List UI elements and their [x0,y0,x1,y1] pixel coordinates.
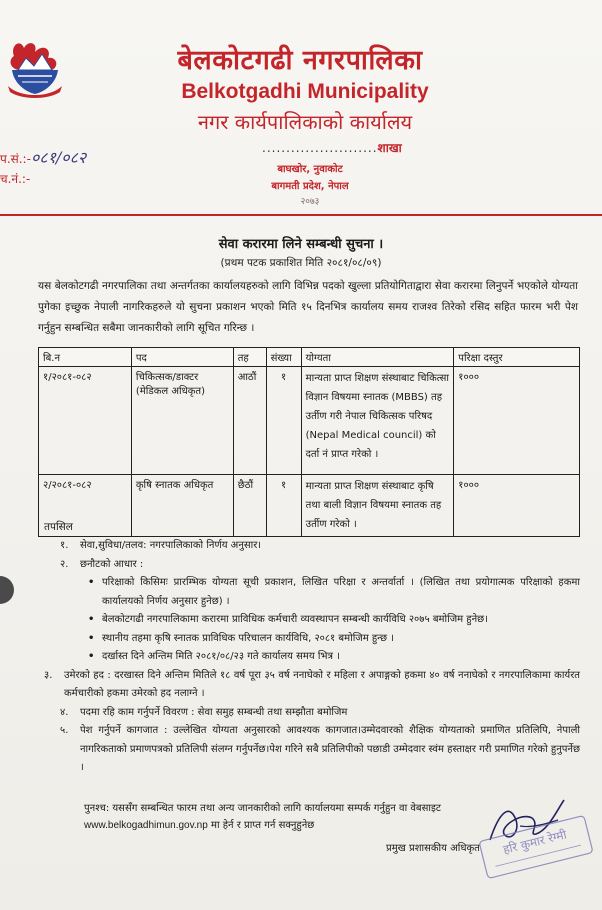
col-header-count: संख्या [266,348,301,367]
punch-hole [0,576,14,604]
website-link[interactable]: www.belkogadhimun.gov.np [84,820,208,831]
municipality-emblem-icon [4,36,66,100]
col-header-exam-fee: परिक्षा दस्तुर [454,348,580,367]
dispatch-number: च.नं.:- [0,172,31,186]
bullet-item: • दर्खास्त दिने अन्तिम मिति २०८१/०८/२३ गते कार्यालय समय भित्र । [88,651,340,662]
list-item: ४. पदमा रहि काम गर्नुपर्ने विवरण : सेवा समुह सम्बन्धी तथा सम्झौता बमोजिम [60,706,348,718]
office-name: नगर कार्यपालिकाको कार्यालय [197,110,413,134]
cell-count: १ [266,475,301,537]
cell-exam-fee: १००० [454,367,580,475]
cell-level: छैठौं [233,475,266,537]
cell-count: १ [266,367,301,475]
cell-number: २/२०८१-०८२ [39,475,132,537]
address-line-3: २०७३ [300,197,320,207]
vacancy-table [38,347,580,537]
table-header-row [39,348,580,367]
col-header-qualification: योग्यता [301,348,454,367]
details-heading: तपसिल [44,521,73,533]
bullet-item: • परिक्षाको किसिमः प्रारम्भिक योग्यता सूची प्रकाशन, लिखित परिक्षा र अन्तर्वार्ता । (लिखित तथा प्रयोगात्मक परिक्षाको हकमा कार्यालयको निर्णय अनुसार हुनेछ) । [88,577,580,607]
municipality-name-english: Belkotgadhi Municipality [181,80,429,103]
list-item: १. सेवा,सुविधा/तलव: नगरपालिकाको निर्णय अनुसार। [60,540,262,551]
bullet-item: • स्थानीय तहमा कृषि स्नातक प्राविधिक परिचालन कार्यविधि, २०८१ बमोजिम हुन्छ । [88,632,395,644]
notice-subtitle: (प्रथम पटक प्रकाशित मिति २०८१/०८/०९) [220,257,382,269]
municipality-name-nepali: बेलकोटगढी नगरपालिका [177,45,423,76]
cell-qualification: मान्यता प्राप्त शिक्षण संस्थाबाट चिकित्सा विज्ञान विषयमा स्नातक (MBBS) तह उर्तीण गरी नेपाल चिकित्सक परिषद (Nepal Medical council) को दर्ता नं प्राप्त गरेको । [301,367,454,475]
list-item: ५. पेश गर्नुपर्ने कागजात : उल्लेखित योग्यता अनुसारको आवश्यक कागजात।उम्मेदवारको शैक्षिक योग्यताको प्रमाणित प्रतिलिपि, नेपाली नागरिकताको प्रमाणपत्रको प्रतिलिपी संलग्न गर्नुपर्नेछ।पेश गरिने सबै प्रतिलिपीको पछाडी उम्मेदवार स्वंम हस्ताक्षर गरी प्रमाणित गरेको हुनुपर्नेछ । [60,725,580,773]
svg-text:हरि कुमार रेग्मी: हरि कुमार रेग्मी [501,827,569,857]
notice-title: सेवा करारमा लिने सम्बन्धी सुचना । [218,237,384,252]
cell-post: कृषि स्नातक अधिकृत [131,475,233,537]
cell-qualification: मान्यता प्राप्त शिक्षण संस्थाबाट कृषि तथा बाली विज्ञान विषयमा स्नातक तह उर्तीण गरेको । [301,475,454,537]
bullet-item: • बेलकोटगढी नगरपालिकामा करारमा प्राविधिक कर्मचारी व्यवस्थापन सम्बन्धी कार्यविधि २०७५ बमोजिम हुनेछ। [88,614,488,625]
signatory-title: प्रमुख प्रशासकीय अधिकृत [386,843,480,854]
details-list [44,537,580,778]
col-header-number: बि.न [39,348,132,367]
list-item: ३. उमेरको हद : दरखास्त दिने अन्तिम मितिले १८ वर्ष पूरा ३५ वर्ष ननाघेको र महिला र अपाङ्गको हकमा ४० वर्ष ननाघेको र नगरपालिकामा कार्यरत कर्मचारीको हकमा उमेरको हद नलाग्ने । [44,669,580,699]
table-row [39,367,580,475]
cell-post: चिकित्सक/डाक्टर (मेडिकल अधिकृत) [131,367,233,475]
notice-intro: यस बेलकोटगढी नगरपालिका तथा अन्तर्गतका कार्यालयहरुको लागि विभिन्न पदको खुल्ला प्रतियोगिताद्वारा सेवा करारमा लिनुपर्ने भएकोले योग्यता पुगेका इच्छुक नेपाली नागरिकहरुले यो सुचना प्रकाशन भएको मिति १५ दिनभित्र कार्यालय समय राजश्व तिरेको रसिद सहित फारम भरी पेश गर्नुहुन सम्बन्धित सबैमा जानकारीको लागि सूचित गरिन्छ । [38,280,578,334]
branch-line: ........................शाखा [262,141,402,155]
letter-number: प.सं.:-०८१/०८२ [0,148,87,167]
address-line-1: बाघखोर, नुवाकोट [277,164,343,175]
header-divider [0,214,602,216]
postscript-note: पुनश्च: यससँग सम्बन्धित फारम तथा अन्य जानकारीको लागि कार्यालयमा सम्पर्क गर्नुहुन वा वेबसाइट [84,803,441,814]
address-line-2: बागमती प्रदेश, नेपाल [271,181,349,192]
cell-level: आठौं [233,367,266,475]
cell-number: १/२०८१-०८२ [39,367,132,475]
col-header-level: तह [233,348,266,367]
table-row [39,475,580,537]
col-header-post: पद [131,348,233,367]
official-stamp-icon [472,812,600,882]
website-line: www.belkogadhimun.gov.np मा हेर्न र प्राप्त गर्न सक्नुहुनेछ [84,820,315,831]
cell-exam-fee: १००० [454,475,580,537]
list-item: २. छनौटको आधार : [60,558,144,570]
